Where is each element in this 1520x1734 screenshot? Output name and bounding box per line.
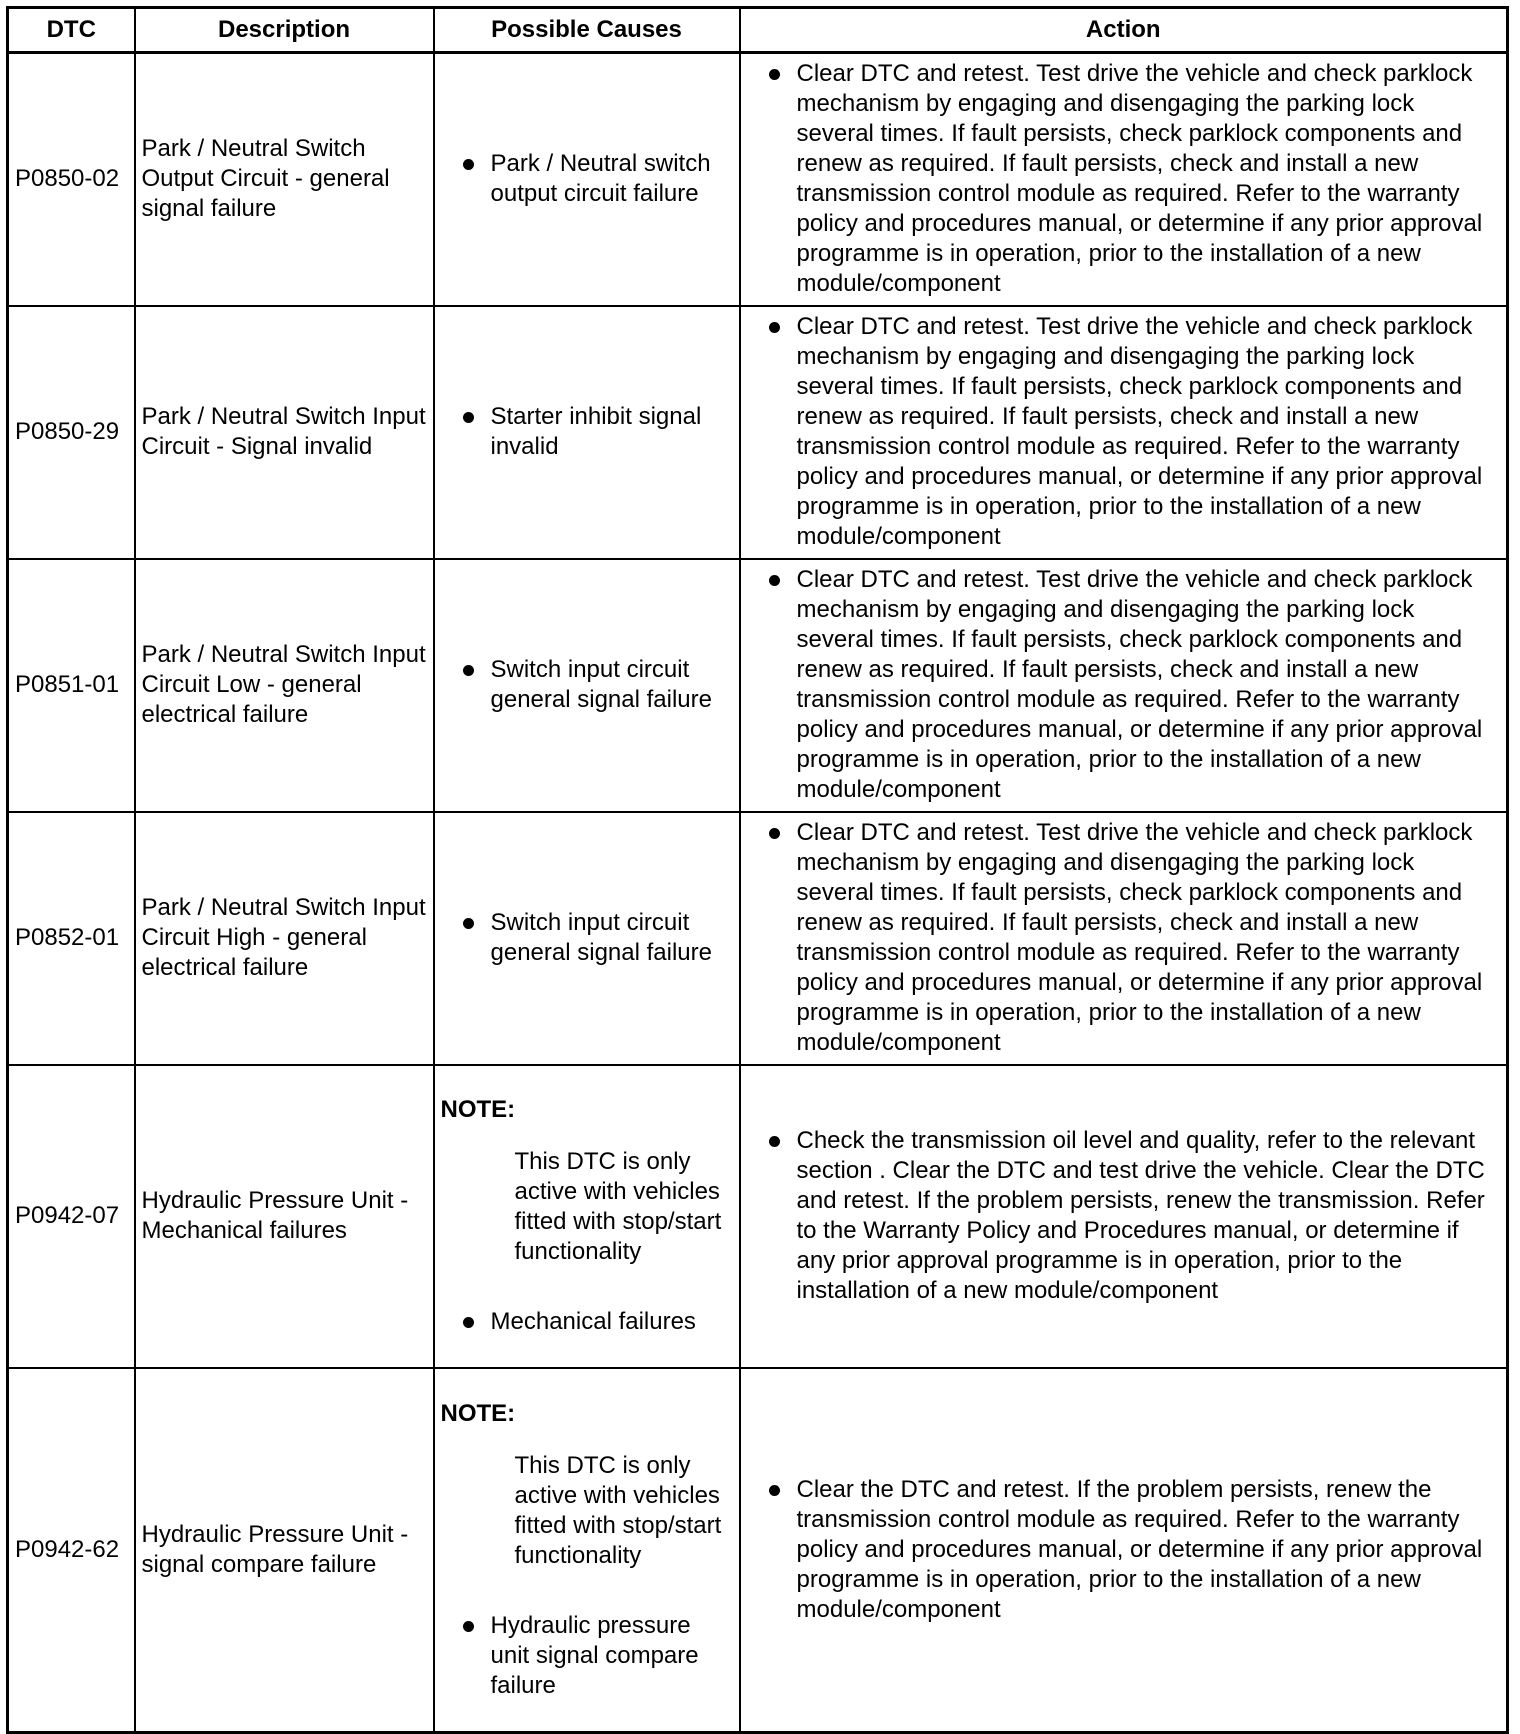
causes-list	[441, 402, 733, 462]
dtc-code: P0851-01	[8, 559, 135, 812]
action-list	[747, 565, 1501, 805]
dtc-description: Hydraulic Pressure Unit - Mechanical failures	[135, 1065, 434, 1368]
dtc-description: Park / Neutral Switch Input Circuit Low - general electrical failure	[135, 559, 434, 812]
table-row	[8, 1368, 1508, 1733]
header-description: Description	[135, 8, 434, 53]
dtc-code: P0942-62	[8, 1368, 135, 1733]
action-cell	[740, 559, 1508, 812]
action-item: Clear DTC and retest. Test drive the vehicle and check parklock mechanism by engaging and disengaging the parking lock several times. If fault persists, check parklock components and renew as required. If fault persists, check and install a new transmission control module as required. Refer to the warranty policy and procedures manual, or determine if any prior approval programme is in operation, prior to the installation of a new module/component	[747, 312, 1501, 552]
causes-list	[441, 149, 733, 209]
possible-causes-cell	[434, 812, 740, 1065]
dtc-description: Park / Neutral Switch Output Circuit - general signal failure	[135, 53, 434, 306]
causes-list	[441, 1307, 733, 1337]
possible-causes-cell	[434, 306, 740, 559]
action-item: Clear DTC and retest. Test drive the vehicle and check parklock mechanism by engaging and disengaging the parking lock several times. If fault persists, check parklock components and renew as required. If fault persists, check and install a new transmission control module as required. Refer to the warranty policy and procedures manual, or determine if any prior approval programme is in operation, prior to the installation of a new module/component	[747, 565, 1501, 805]
action-item: Check the transmission oil level and quality, refer to the relevant section . Clear the DTC and test drive the vehicle. Clear the DTC and retest. If the problem persists, renew the transmission. Refer to the Warranty Policy and Procedures manual, or determine if any prior approval programme is in operation, prior to the installation of a new module/component	[747, 1126, 1501, 1306]
dtc-description: Park / Neutral Switch Input Circuit - Signal invalid	[135, 306, 434, 559]
table-row	[8, 559, 1508, 812]
action-list	[747, 312, 1501, 552]
dtc-code: P0852-01	[8, 812, 135, 1065]
action-item: Clear DTC and retest. Test drive the vehicle and check parklock mechanism by engaging and disengaging the parking lock several times. If fault persists, check parklock components and renew as required. If fault persists, check and install a new transmission control module as required. Refer to the warranty policy and procedures manual, or determine if any prior approval programme is in operation, prior to the installation of a new module/component	[747, 59, 1501, 299]
possible-causes-cell	[434, 53, 740, 306]
table-row	[8, 53, 1508, 306]
dtc-table	[6, 6, 1509, 1734]
possible-causes-cell	[434, 1065, 740, 1368]
action-item: Clear DTC and retest. Test drive the vehicle and check parklock mechanism by engaging and disengaging the parking lock several times. If fault persists, check parklock components and renew as required. If fault persists, check and install a new transmission control module as required. Refer to the warranty policy and procedures manual, or determine if any prior approval programme is in operation, prior to the installation of a new module/component	[747, 818, 1501, 1058]
dtc-code: P0942-07	[8, 1065, 135, 1368]
action-cell	[740, 1368, 1508, 1733]
dtc-code: P0850-29	[8, 306, 135, 559]
causes-list	[441, 655, 733, 715]
header-dtc: DTC	[8, 8, 135, 53]
header-action: Action	[740, 8, 1508, 53]
action-list	[747, 59, 1501, 299]
cause-item: Mechanical failures	[441, 1307, 733, 1337]
cause-item: Starter inhibit signal invalid	[441, 402, 733, 462]
action-list	[747, 818, 1501, 1058]
action-list	[747, 1475, 1501, 1625]
action-list	[747, 1126, 1501, 1306]
action-cell	[740, 812, 1508, 1065]
causes-list	[441, 908, 733, 968]
table-row	[8, 1065, 1508, 1368]
action-cell	[740, 53, 1508, 306]
header-possible-causes: Possible Causes	[434, 8, 740, 53]
action-cell	[740, 1065, 1508, 1368]
dtc-description: Hydraulic Pressure Unit - signal compare failure	[135, 1368, 434, 1733]
causes-list	[441, 1611, 733, 1701]
cause-item: Hydraulic pressure unit signal compare failure	[441, 1611, 733, 1701]
note-text: This DTC is only active with vehicles fitted with stop/start functionality	[514, 1148, 722, 1265]
table-row	[8, 306, 1508, 559]
cause-item: Switch input circuit general signal failure	[441, 908, 733, 968]
dtc-table-wrapper	[6, 6, 1509, 1734]
dtc-description: Park / Neutral Switch Input Circuit High - general electrical failure	[135, 812, 434, 1065]
table-header-row	[8, 8, 1508, 53]
possible-causes-cell	[434, 559, 740, 812]
cause-item: Switch input circuit general signal failure	[441, 655, 733, 715]
action-item: Clear the DTC and retest. If the problem persists, renew the transmission control module as required. Refer to the warranty policy and procedures manual, or determine if any prior approval programme is in operation, prior to the installation of a new module/component	[747, 1475, 1501, 1625]
table-row	[8, 812, 1508, 1065]
note-text: This DTC is only active with vehicles fitted with stop/start functionality	[514, 1451, 722, 1569]
note-label: NOTE:	[440, 1399, 516, 1427]
cause-item: Park / Neutral switch output circuit failure	[441, 149, 733, 209]
action-cell	[740, 306, 1508, 559]
possible-causes-cell	[434, 1368, 740, 1733]
dtc-code: P0850-02	[8, 53, 135, 306]
note-label: NOTE:	[440, 1096, 516, 1123]
